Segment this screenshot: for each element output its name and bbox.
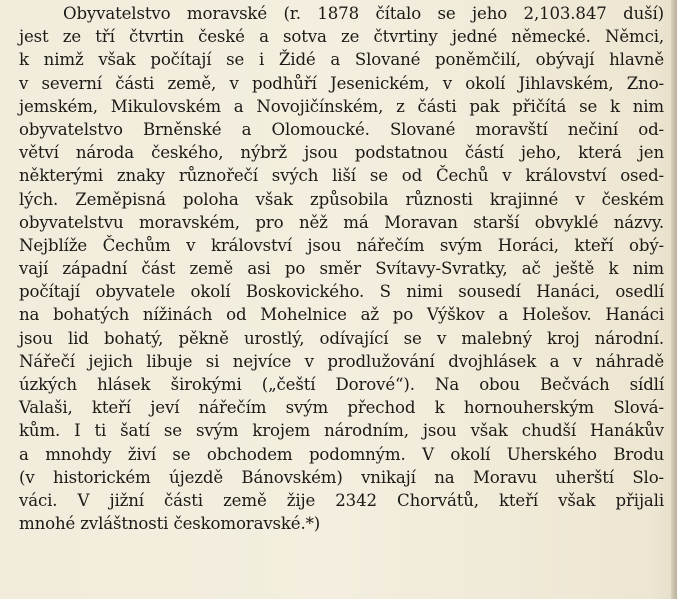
- text-line: větví národa českého, nýbrž jsou podstatnou částí jeho, která jen: [19, 143, 664, 163]
- text-line: v severní části země, v podhůří Jesenickém, v okolí Jihlavském, Zno-: [19, 73, 664, 93]
- text-line: Nejblíže Čechům v království jsou nářečím svým Horáci, kteří obý-: [19, 235, 664, 255]
- paragraph: [19, 2, 664, 535]
- text-line: mnohé zvláštnosti českomoravské.*): [19, 514, 321, 534]
- text-line: Nářečí jejich libuje si nejvíce v prodlužování dvojhlásek a v náhradě: [19, 351, 664, 371]
- text-line: váci. V jižní části země žije 2342 Chorvátů, kteří však přijali: [19, 490, 664, 510]
- text-line: počítají obyvatele okolí Boskovického. S nimi sousedí Hanáci, osedlí: [19, 282, 664, 302]
- text-line: jemském, Mikulovském a Novojičínském, z části pak přičítá se k nim: [19, 96, 664, 116]
- text-line: obyvatelstvo Brněnské a Olomoucké. Slované moravští nečiní od-: [19, 119, 664, 139]
- text-line: k nimž však počítají se i Židé a Slované poněmčilí, obývají hlavně: [19, 50, 664, 70]
- text-line: jsou lid bohatý, pěkně urostlý, odívající se v malebný kroj národní.: [19, 328, 664, 348]
- text-line: Obyvatelstvo moravské (r. 1878 čítalo se jeho 2,103.847 duší): [63, 4, 664, 23]
- text-line: kům. I ti šatí se svým krojem národním, jsou však chudší Hanákův: [19, 421, 664, 441]
- text-line: (v historickém újezdě Bánovském) vnikají na Moravu uherští Slo-: [19, 467, 664, 487]
- text-line: a mnohdy živí se obchodem podomným. V okolí Uherského Brodu: [19, 444, 664, 464]
- text-line: některými znaky různořečí svých liší se od Čechů v království osed-: [19, 166, 664, 186]
- page-edge: [671, 0, 677, 599]
- text-line: úzkých hlásek širokými („čeští Dorové“). Na obou Bečvách sídlí: [19, 375, 664, 394]
- text-line: na bohatých nížinách od Mohelnice až po Výškov a Holešov. Hanáci: [19, 305, 664, 325]
- text-line: jest ze tří čtvrtin české a sotva ze čtvrtiny jedné německé. Němci,: [19, 27, 664, 47]
- text-line: Valaši, kteří jeví nářečím svým přechod k hornouherským Slová-: [19, 398, 664, 418]
- text-line: obyvatelstvu moravském, pro něž má Moravan starší obvyklé názvy.: [19, 212, 664, 232]
- text-line: vají západní část země asi po směr Svítavy-Svratky, ač ještě k nim: [19, 259, 664, 279]
- text-line: lých. Zeměpisná poloha však způsobila různosti krajinné v českém: [19, 189, 664, 209]
